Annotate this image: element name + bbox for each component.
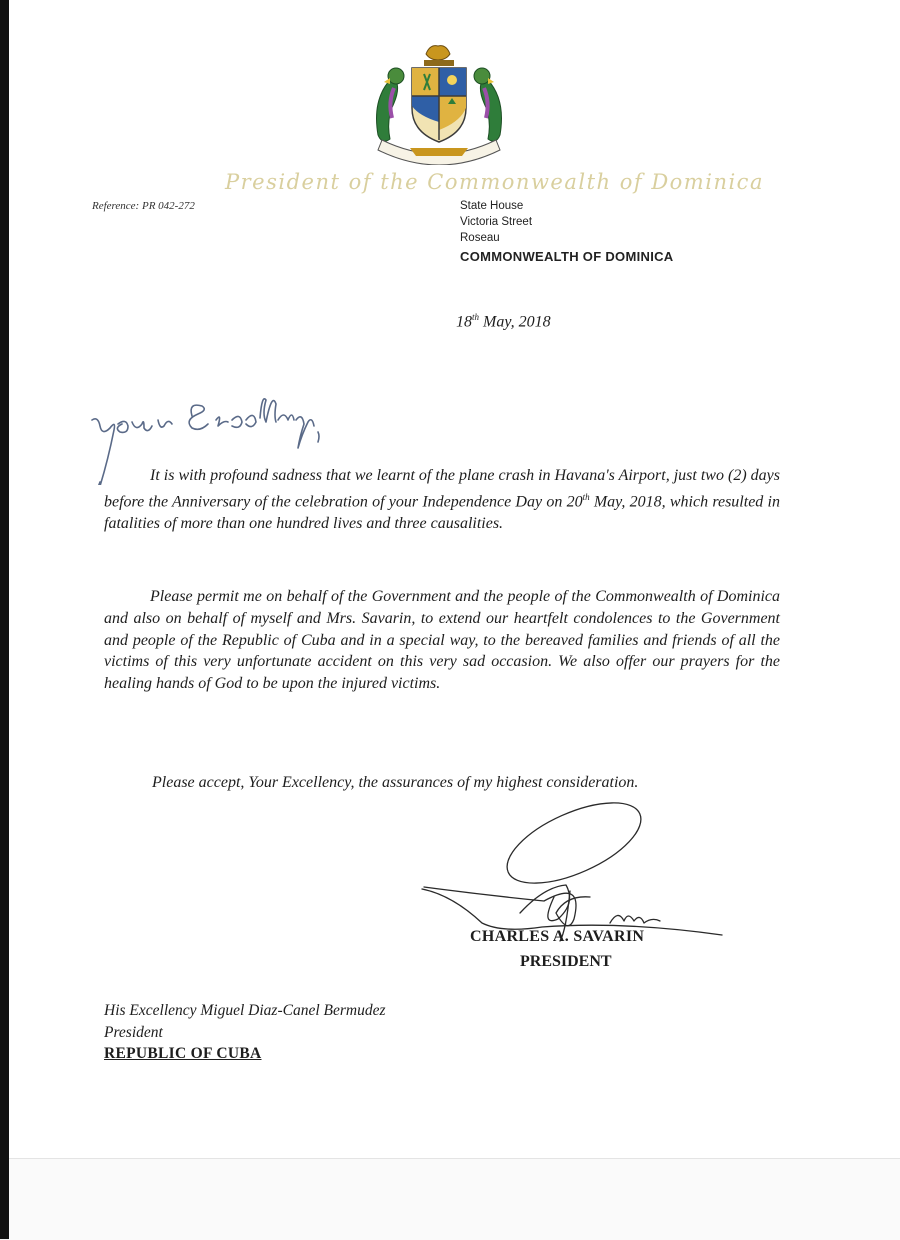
paragraph-text: It is with profound sadness that we learnt of the plane crash in Havana's Airport, just two (2) days before the Anniversary of the celebration of your Independence Day on 20 <box>104 467 780 511</box>
paragraph-text: May, 2018, which resulted in fatalities of more than one hundred lives and three causalities. <box>104 493 780 532</box>
page-bottom-margin <box>9 1158 900 1240</box>
address-country: COMMONWEALTH OF DOMINICA <box>460 249 674 264</box>
date-day-suffix: th <box>472 312 480 322</box>
closing-line: Please accept, Your Excellency, the assurances of my highest consideration. <box>152 774 639 791</box>
body-paragraph-1 <box>104 465 780 535</box>
office-title-letterhead: President of the Commonwealth of Dominica <box>225 170 764 194</box>
scan-edge <box>0 0 9 1239</box>
address-line: Victoria Street <box>460 216 533 228</box>
coat-of-arms-icon <box>360 40 518 165</box>
date-day: 18 <box>456 313 472 331</box>
sender-address <box>460 198 674 265</box>
reference-number: Reference: PR 042-272 <box>92 200 195 212</box>
recipient-country: REPUBLIC OF CUBA <box>104 1045 262 1062</box>
signer-title: PRESIDENT <box>520 953 612 970</box>
body-paragraph-2: Please permit me on behalf of the Government and the people of the Commonwealth of Dominica and also on behalf of myself and Mrs. Savarin, to extend our heartfelt condolences to the Government and people of the Republic of Cuba and in a special way, to the bereaved families and friends of all the victims of this very unfortunate accident on this very sad occasion. We also offer our prayers for the healing hands of God to be upon the injured victims. <box>104 588 780 693</box>
signer-name: CHARLES A. SAVARIN <box>470 928 645 945</box>
recipient-block <box>104 1000 386 1065</box>
address-line: Roseau <box>460 232 500 244</box>
recipient-name: His Excellency Miguel Diaz-Canel Bermudez <box>104 1002 386 1019</box>
ordinal-suffix: th <box>582 491 590 502</box>
recipient-title: President <box>104 1023 163 1041</box>
address-line: State House <box>460 200 524 212</box>
letter-date <box>456 312 551 331</box>
handwritten-signature <box>420 795 730 945</box>
date-rest: May, 2018 <box>479 313 551 331</box>
